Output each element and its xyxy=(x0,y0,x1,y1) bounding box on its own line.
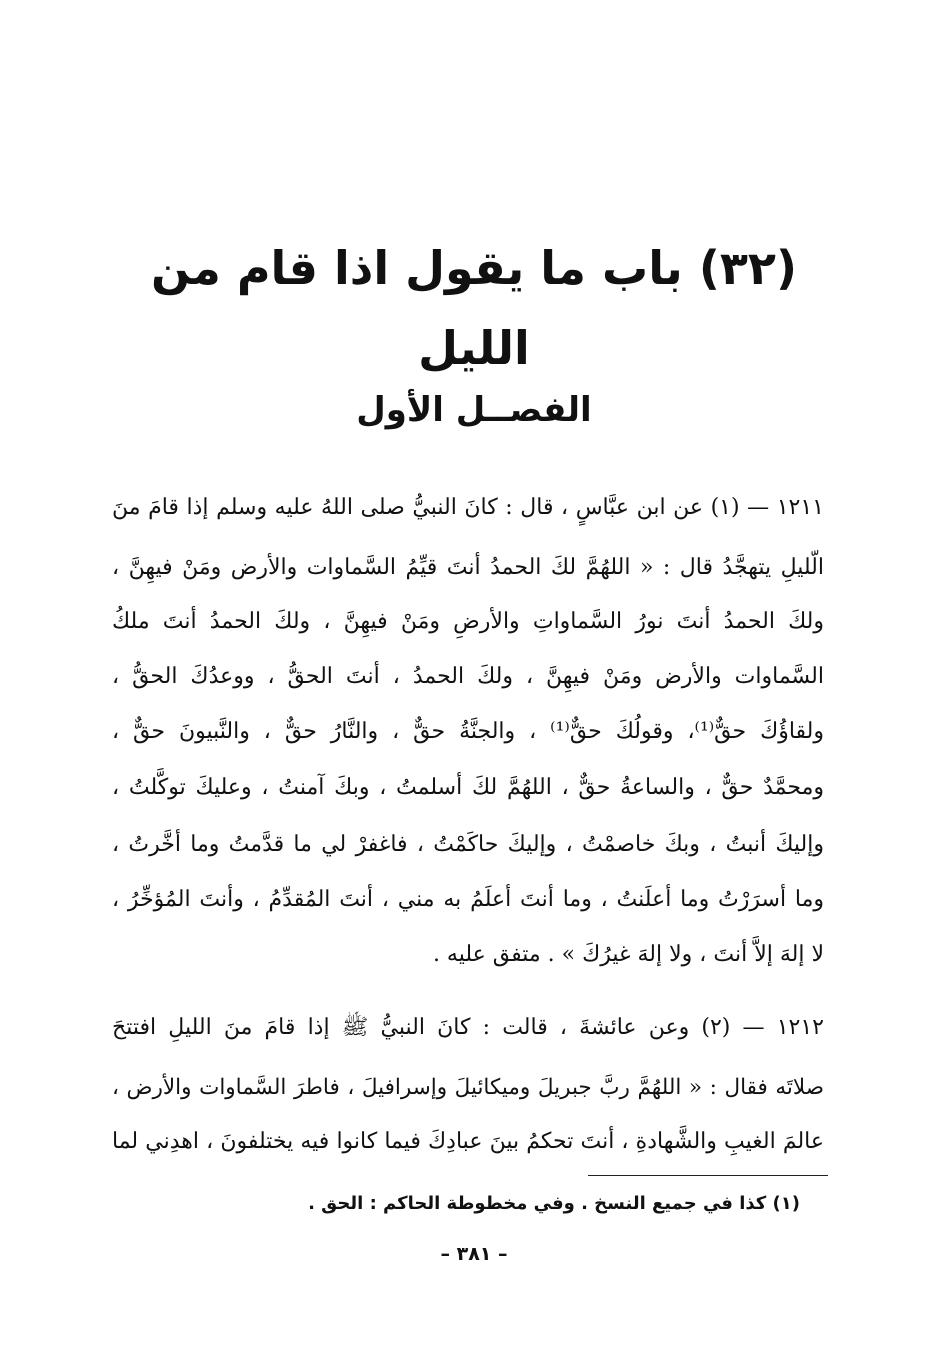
hadith-1211-line-5: ولقاؤُكَ حقٌّ⁽¹⁾، وقولُكَ حقٌّ⁽¹⁾ ، والجنَّةُ حقٌّ ، والنَّارُ حقٌّ ، والنَّبيونَ حقٌّ ، xyxy=(112,719,825,744)
hadith-1211-line-1: ١٢١١ — (١) عن ابن عبَّاسٍ ، قال : كانَ النبيُّ صلى اللهُ عليه وسلم إذا قامَ منَ xyxy=(112,495,824,520)
hadith-1212-line-2: صلاتَه فقال : « اللهُمَّ ربَّ جبريلَ وميكائيلَ وإسرافيلَ ، فاطرَ السَّماوات والأرض ، xyxy=(112,1075,824,1100)
chapter-title: (٣٢) باب ما يقول اذا قام من الليل xyxy=(150,241,798,375)
hadith-1211-line-2: الّليلِ يتهجَّدُ قال : « اللهُمَّ لكَ الحمدُ أنتَ قيِّمُ السَّماوات والأرض ومَنْ فيهِنَّ ، xyxy=(112,555,824,580)
hadith-1211-line-6: ومحمَّدٌ حقٌّ ، والساعةُ حقٌّ ، اللهُمَّ لكَ أسلمتُ ، وبكَ آمنتُ ، وعليكَ توكَّلتُ ، xyxy=(112,775,824,800)
section-title: الفصــل الأول xyxy=(356,390,592,430)
hadith-1211-line-7: وإليكَ أنبتُ ، وبكَ خاصمْتُ ، وإليكَ حاكَمْتُ ، فاغفرْ لي ما قدَّمتُ وما أخَّرتُ ، xyxy=(112,832,824,857)
footnote-separator xyxy=(588,1175,828,1176)
hadith-1212-line-3: عالمَ الغيبِ والشَّهادةِ ، أنتَ تحكمُ بينَ عبادِكَ فيما كانوا فيه يختلفونَ ، اهدِني لما xyxy=(112,1129,824,1154)
hadith-1211-line-8: وما أسرَرْتُ وما أعلَنتُ ، وما أنتَ أعلَمُ به مني ، أنتَ المُقدِّمُ ، وأنتَ المُؤخِّرُ ، xyxy=(112,887,824,912)
footnote: (١) كذا في جميع النسخ . وفي مخطوطة الحاكم : الحق . xyxy=(308,1193,800,1214)
hadith-1211-line-3: ولكَ الحمدُ أنتَ نورُ السَّماواتِ والأرضِ ومَنْ فيهِنَّ ، ولكَ الحمدُ أنتَ ملكُ xyxy=(112,609,824,634)
page-number: – ٣٨١ – xyxy=(440,1243,508,1265)
hadith-1212-line-1: ١٢١٢ — (٢) وعن عائشةَ ، قالت : كانَ النبيُّ ﷺ إذا قامَ منَ الليلِ افتتحَ xyxy=(112,1015,824,1040)
hadith-1211-line-9: لا إلهَ إلاَّ أنتَ ، ولا إلهَ غيرُكَ » . متفق عليه . xyxy=(432,942,824,967)
hadith-1211-line-4: السَّماوات والأرض ومَنْ فيهِنَّ ، ولكَ الحمدُ ، أنتَ الحقُّ ، ووعدُكَ الحقُّ ، xyxy=(112,664,824,689)
